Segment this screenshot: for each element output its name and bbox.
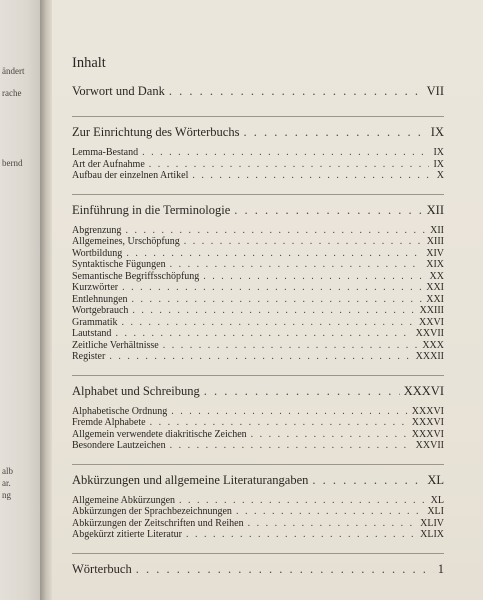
entry-page-number: XIII xyxy=(426,236,444,247)
dot-leader xyxy=(136,562,434,577)
entry-label: Wortgebrauch xyxy=(72,305,129,316)
toc-subentry[interactable] xyxy=(72,305,444,317)
dot-leader xyxy=(169,84,423,99)
dot-leader xyxy=(203,271,425,282)
prev-page-fragment: ar. xyxy=(2,478,11,488)
toc-subentry[interactable] xyxy=(72,170,444,182)
entry-label: Allgemeine Abkürzungen xyxy=(72,494,176,506)
entry-label: Allgemein verwendete diakritische Zeichen xyxy=(72,428,247,440)
toc-subentry[interactable] xyxy=(72,294,444,306)
dot-leader xyxy=(171,406,408,417)
entry-label: Fremde Alphabete xyxy=(72,417,146,428)
section-divider xyxy=(72,116,444,117)
dot-leader xyxy=(234,203,422,218)
dot-leader xyxy=(204,384,400,399)
toc-subentry[interactable] xyxy=(72,351,444,363)
dot-leader xyxy=(142,147,429,158)
prev-page-fragment: alb xyxy=(2,466,13,476)
dot-leader xyxy=(170,259,423,270)
entry-label: Vorwort und Dank xyxy=(72,84,165,98)
dot-leader xyxy=(125,225,426,236)
toc-subentry[interactable] xyxy=(72,328,444,340)
entry-label: Wörterbuch xyxy=(72,561,132,576)
toc-subentry[interactable] xyxy=(72,429,444,441)
dot-leader xyxy=(109,351,411,362)
dot-leader xyxy=(236,506,423,517)
entry-page-number: XLIX xyxy=(420,529,444,540)
entry-label: Lemma-Bestand xyxy=(72,147,139,158)
entry-page-number: XXVII xyxy=(415,440,444,451)
toc-section-entry[interactable] xyxy=(72,562,444,578)
entry-page-number: XXI xyxy=(426,293,444,305)
entry-label: Abgekürzt zitierte Literatur xyxy=(72,529,182,540)
prev-page-fragment: ändert xyxy=(2,66,25,76)
entry-label: Abkürzungen der Zeitschriften und Reihen xyxy=(72,517,244,529)
entry-page-number: XXX xyxy=(422,339,444,351)
prev-page-fragment: rache xyxy=(2,88,22,98)
entry-label: Abgrenzung xyxy=(72,224,122,236)
section-divider xyxy=(72,464,444,465)
toc-section-entry[interactable] xyxy=(72,84,444,100)
entry-label: Besondere Lautzeichen xyxy=(72,440,166,451)
entry-label: Zur Einrichtung des Wörterbuchs xyxy=(72,125,240,139)
entry-page-number: XX xyxy=(429,270,444,282)
entry-page-number: XXI xyxy=(426,282,444,293)
entry-label: Art der Aufnahme xyxy=(72,158,145,170)
toc-subentry[interactable] xyxy=(72,417,444,429)
toc-subentry[interactable] xyxy=(72,271,444,283)
toc-section-entry[interactable] xyxy=(72,125,444,141)
entry-page-number: XXVII xyxy=(415,328,444,339)
dot-leader xyxy=(179,495,427,506)
entry-label: Abkürzungen und allgemeine Literaturangaben xyxy=(72,472,309,487)
entry-page-number: XXXVI xyxy=(411,428,444,440)
dot-leader xyxy=(170,440,412,451)
page-title: Inhalt xyxy=(72,55,106,71)
section-divider xyxy=(72,375,444,376)
dot-leader xyxy=(150,417,408,428)
entry-page-number: XXXVI xyxy=(411,417,444,428)
dot-leader xyxy=(132,294,423,305)
entry-label: Semantische Begriffsschöpfung xyxy=(72,270,200,282)
entry-page-number: IX xyxy=(433,158,444,170)
entry-label: Grammatik xyxy=(72,316,118,328)
toc-subentry[interactable] xyxy=(72,440,444,452)
toc-subentry[interactable] xyxy=(72,518,444,530)
entry-page-number: IX xyxy=(430,125,444,139)
dot-leader xyxy=(192,170,432,181)
dot-leader xyxy=(122,282,422,293)
toc-section xyxy=(72,384,444,452)
dot-leader xyxy=(163,340,419,351)
dot-leader xyxy=(122,317,415,328)
toc-subentry[interactable] xyxy=(72,248,444,260)
dot-leader xyxy=(184,236,423,247)
toc-subentry[interactable] xyxy=(72,159,444,171)
toc-subentry[interactable] xyxy=(72,340,444,352)
toc-section xyxy=(72,84,444,100)
entry-label: Kurzwörter xyxy=(72,282,119,293)
toc-subentry[interactable] xyxy=(72,506,444,518)
entry-label: Einführung in die Terminologie xyxy=(72,202,231,217)
entry-label: Lautstand xyxy=(72,328,112,339)
table-of-contents xyxy=(72,84,444,590)
entry-label: Wortbildung xyxy=(72,247,123,259)
section-divider xyxy=(72,553,444,554)
toc-subentry[interactable] xyxy=(72,147,444,159)
entry-label: Alphabetische Ordnung xyxy=(72,405,168,417)
entry-page-number: 1 xyxy=(437,561,444,576)
entry-label: Alphabet und Schreibung xyxy=(72,383,200,398)
toc-section xyxy=(72,562,444,578)
contents-page xyxy=(52,0,483,600)
entry-label: Aufbau der einzelnen Artikel xyxy=(72,170,189,181)
dot-leader xyxy=(115,328,411,339)
entry-page-number: XL xyxy=(430,494,444,506)
entry-page-number: XXIII xyxy=(419,305,444,316)
toc-section-entry[interactable] xyxy=(72,473,444,489)
entry-page-number: XLI xyxy=(427,506,444,517)
toc-section-entry[interactable] xyxy=(72,203,444,219)
dot-leader xyxy=(132,305,415,316)
dot-leader xyxy=(312,473,423,488)
previous-page-edge xyxy=(0,0,44,600)
toc-subentry[interactable] xyxy=(72,236,444,248)
section-divider xyxy=(72,194,444,195)
dot-leader xyxy=(149,159,430,170)
dot-leader xyxy=(251,429,408,440)
toc-subentry[interactable] xyxy=(72,406,444,418)
toc-subentry[interactable] xyxy=(72,317,444,329)
toc-subentry[interactable] xyxy=(72,529,444,541)
toc-subentry[interactable] xyxy=(72,495,444,507)
dot-leader xyxy=(186,529,416,540)
entry-page-number: XLIV xyxy=(420,517,444,529)
entry-page-number: XII xyxy=(430,224,444,236)
entry-page-number: XXXVI xyxy=(403,383,444,398)
entry-page-number: IX xyxy=(433,147,444,158)
entry-label: Entlehnungen xyxy=(72,293,128,305)
toc-section-entry[interactable] xyxy=(72,384,444,400)
entry-label: Register xyxy=(72,351,106,362)
entry-page-number: XXXII xyxy=(415,351,444,362)
dot-leader xyxy=(248,518,416,529)
toc-subentry[interactable] xyxy=(72,225,444,237)
toc-section xyxy=(72,473,444,541)
entry-page-number: XIX xyxy=(426,259,444,270)
entry-label: Abkürzungen der Sprachbezeichnungen xyxy=(72,506,232,517)
toc-subentry[interactable] xyxy=(72,282,444,294)
entry-page-number: VII xyxy=(426,84,444,98)
prev-page-fragment: bernd xyxy=(2,158,23,168)
prev-page-fragment: ng xyxy=(2,490,11,500)
entry-page-number: X xyxy=(436,170,444,181)
toc-subentry[interactable] xyxy=(72,259,444,271)
toc-section xyxy=(72,125,444,182)
entry-page-number: XIV xyxy=(426,247,444,259)
entry-label: Allgemeines, Urschöpfung xyxy=(72,236,180,247)
entry-page-number: XXVI xyxy=(419,316,444,328)
entry-page-number: XII xyxy=(426,202,444,217)
entry-label: Syntaktische Fügungen xyxy=(72,259,166,270)
entry-label: Zeitliche Verhältnisse xyxy=(72,339,159,351)
dot-leader xyxy=(126,248,422,259)
entry-page-number: XXXVI xyxy=(411,405,444,417)
entry-page-number: XL xyxy=(427,472,444,487)
dot-leader xyxy=(243,125,426,140)
toc-section xyxy=(72,203,444,363)
